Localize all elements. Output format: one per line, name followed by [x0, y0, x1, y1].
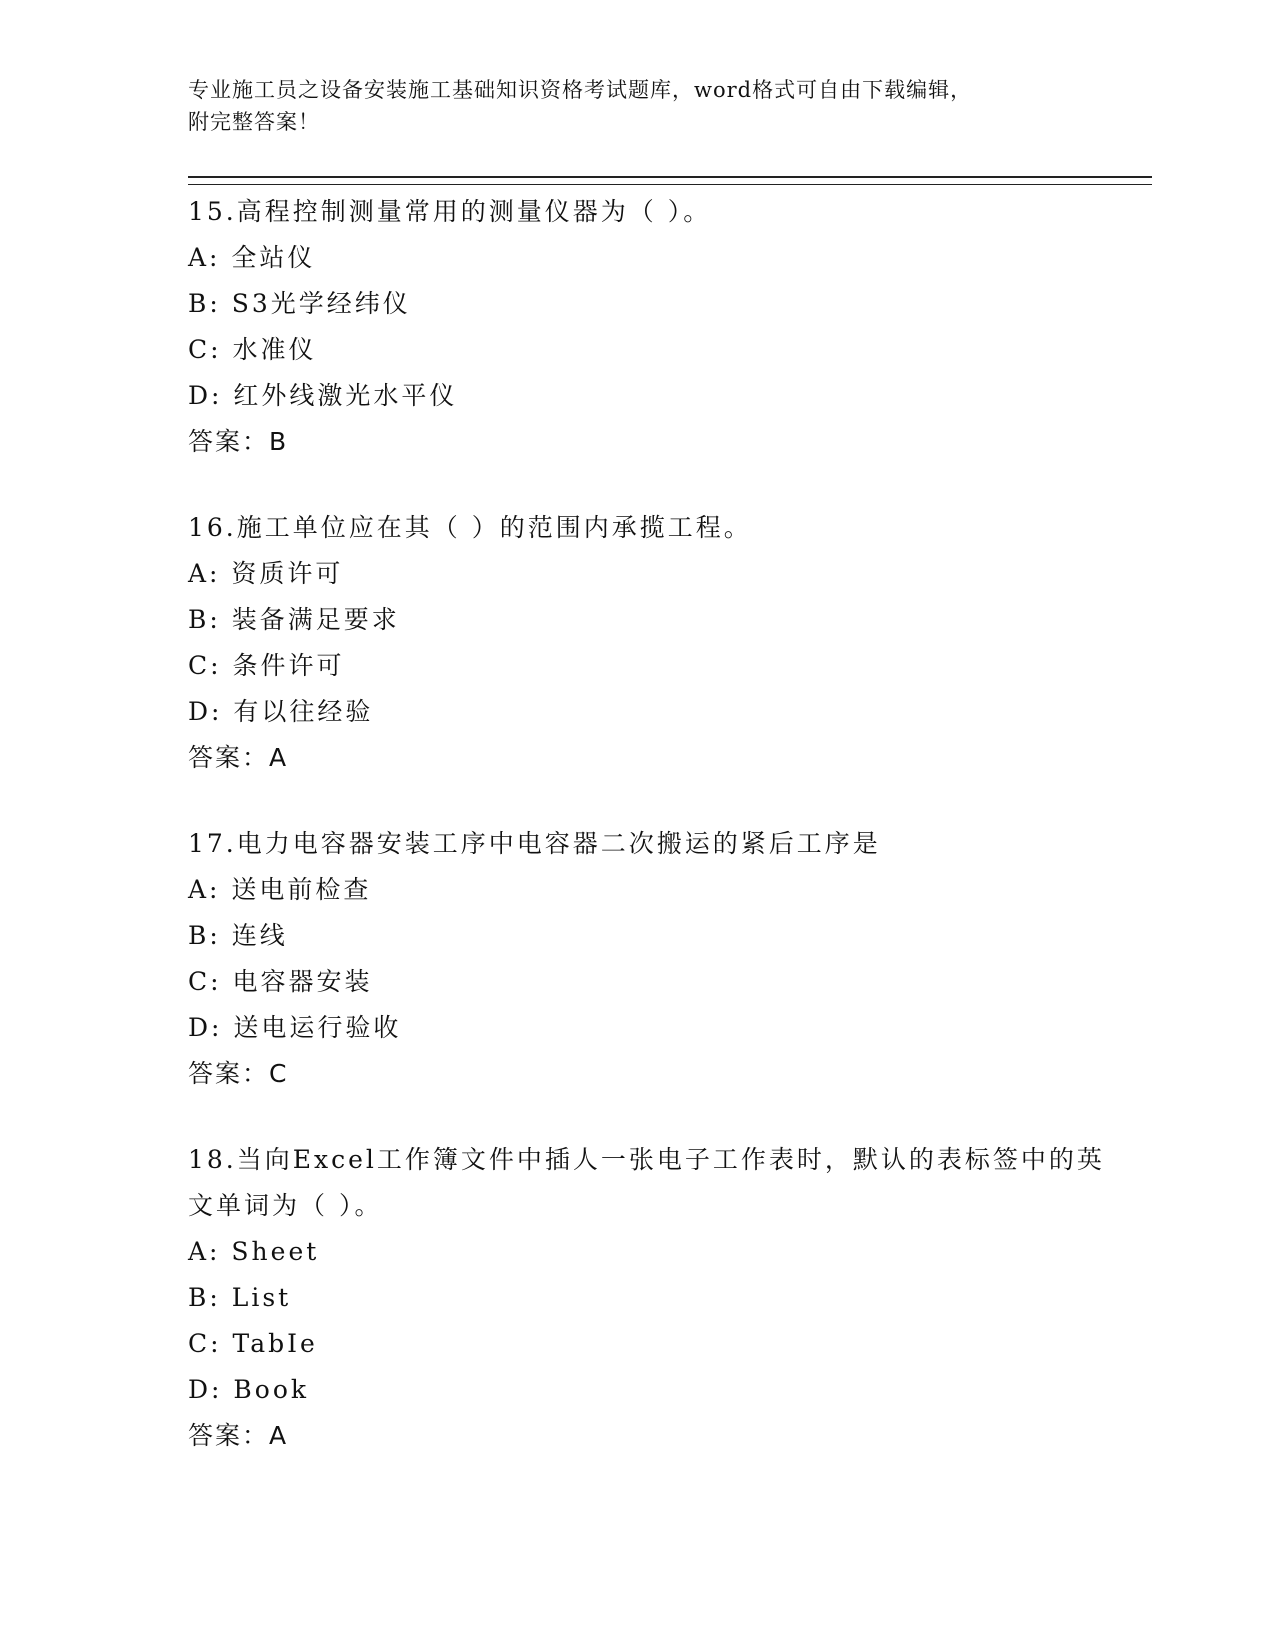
- option-d: D: 送电运行验收: [188, 1013, 402, 1042]
- option-d: D: Book: [188, 1375, 310, 1404]
- option-c: C: 电容器安装: [188, 967, 373, 996]
- option-d: D: 有以往经验: [188, 697, 374, 726]
- header-line-2: 附完整答案！: [188, 110, 320, 134]
- question-list: [188, 189, 1108, 1499]
- header-line-1: 专业施工员之设备安装施工基础知识资格考试题库，word格式可自由下载编辑，: [188, 78, 973, 102]
- header-divider: [188, 176, 1152, 185]
- answer-label: 答案：A: [188, 1421, 289, 1450]
- answer-label: 答案：A: [188, 743, 289, 772]
- option-b: B: 连线: [188, 921, 288, 950]
- option-c: C: 条件许可: [188, 651, 345, 680]
- option-a: A: 资质许可: [188, 559, 344, 588]
- option-a: A: 全站仪: [188, 243, 316, 272]
- option-a: A: 送电前检查: [188, 875, 372, 904]
- question-18: [188, 1137, 1108, 1459]
- question-15: [188, 189, 1108, 465]
- document-header: [188, 74, 1088, 138]
- question-stem: 18.当向Excel工作簿文件中插人一张电子工作表时，默认的表标签中的英文单词为（ ）。: [188, 1145, 1105, 1220]
- question-stem: 17.电力电容器安装工序中电容器二次搬运的紧后工序是: [188, 829, 881, 858]
- question-stem: 15.高程控制测量常用的测量仪器为（ ）。: [188, 197, 712, 226]
- question-17: [188, 821, 1108, 1097]
- answer-label: 答案：B: [188, 427, 289, 456]
- answer-label: 答案：C: [188, 1059, 289, 1088]
- question-16: [188, 505, 1108, 781]
- option-b: B: S3光学经纬仪: [188, 289, 411, 318]
- question-stem: 16.施工单位应在其（ ）的范围内承揽工程。: [188, 513, 752, 542]
- option-c: C: 水准仪: [188, 335, 317, 364]
- option-c: C: TabIe: [188, 1329, 318, 1358]
- option-a: A: Sheet: [188, 1237, 320, 1266]
- option-d: D: 红外线激光水平仪: [188, 381, 458, 410]
- option-b: B: 装备满足要求: [188, 605, 400, 634]
- option-b: B: List: [188, 1283, 292, 1312]
